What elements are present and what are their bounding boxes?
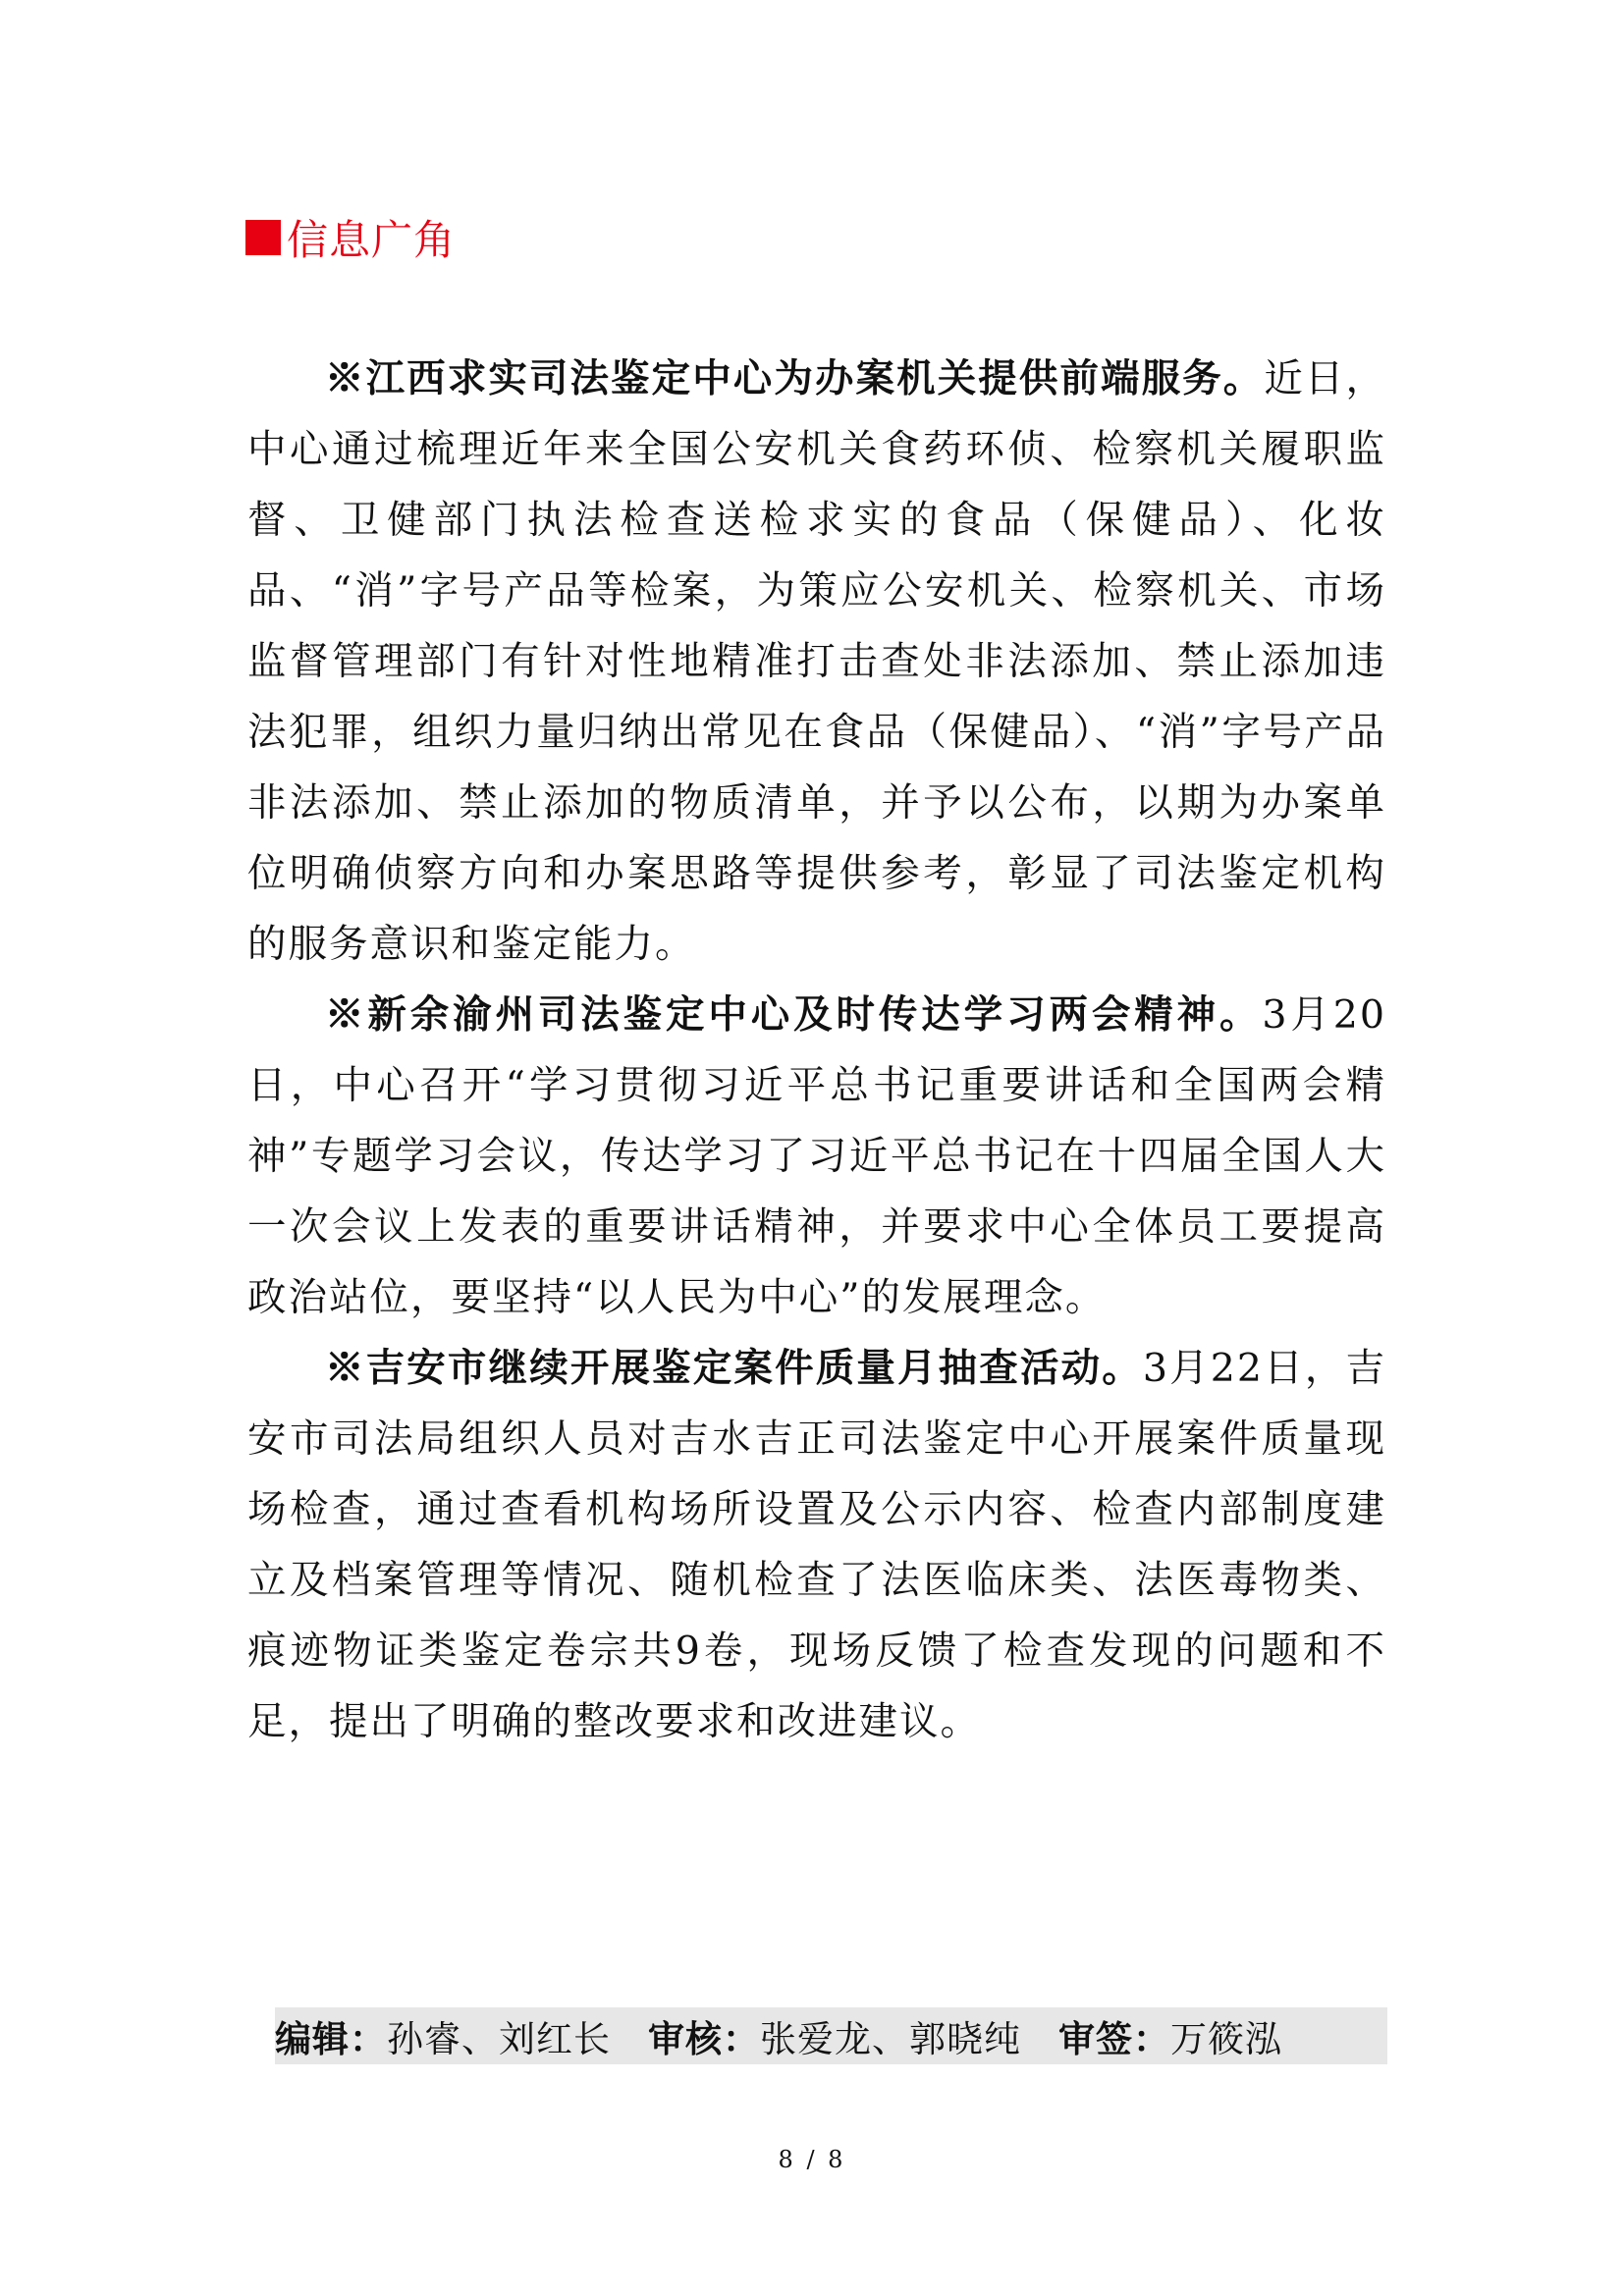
news-item-2-body: 3月20日，中心召开“学习贯彻习近平总书记重要讲话和全国两会精神”专题学习会议，传达学习了习近平总书记在十四届全国人大一次会议上发表的重要讲话精神，并要求中心全体员工要提高政治站位，要坚持“以人民为中心”的发展理念。 [247, 992, 1386, 1320]
editor-credit [275, 2009, 611, 2062]
news-item-1-headline: ※江西求实司法鉴定中心为办案机关提供前端服务。 [325, 356, 1265, 401]
approver-label: 审签： [1058, 2018, 1170, 2060]
approver-names: 万筱泓 [1170, 2018, 1282, 2060]
news-item-2 [247, 980, 1386, 1333]
news-item-2-headline: ※新余渝州司法鉴定中心及时传达学习两会精神。 [325, 992, 1263, 1038]
red-square-icon [245, 220, 281, 255]
reviewer-credit [648, 2009, 1021, 2062]
news-item-3 [247, 1333, 1386, 1757]
section-heading [245, 208, 456, 267]
news-item-3-body: 3月22日，吉安市司法局组织人员对吉水吉正司法鉴定中心开展案件质量现场检查，通过查看机构场所设置及公示内容、检查内部制度建立及档案管理等情况、随机检查了法医临床类、法医毒物类、痕迹物证类鉴定卷宗共9卷，现场反馈了检查发现的问题和不足，提出了明确的整改要求和改进建议。 [247, 1346, 1386, 1744]
editor-label: 编辑： [275, 2018, 387, 2060]
editor-names: 孙睿、刘红长 [387, 2018, 611, 2060]
news-item-3-headline: ※吉安市继续开展鉴定案件质量月抽查活动。 [325, 1346, 1143, 1391]
approver-credit [1058, 2009, 1282, 2062]
page-number: 8 / 8 [778, 2146, 846, 2173]
news-item-1 [247, 344, 1386, 980]
news-item-1-body: 近日，中心通过梳理近年来全国公安机关食药环侦、检察机关履职监督、卫健部门执法检查送检求实的食品（保健品）、化妆品、“消”字号产品等检案，为策应公安机关、检察机关、市场监督管理部门有针对性地精准打击查处非法添加、禁止添加违法犯罪，组织力量归纳出常见在食品（保健品）、“消”字号产品非法添加、禁止添加的物质清单，并予以公布，以期为办案单位明确侦察方向和办案思路等提供参考，彰显了司法鉴定机构的服务意识和鉴定能力。 [247, 356, 1387, 967]
reviewer-label: 审核： [648, 2018, 760, 2060]
editorial-credits [275, 2007, 1387, 2064]
section-title-text: 信息广角 [287, 216, 457, 264]
reviewer-names: 张爱龙、郭晓纯 [760, 2018, 1021, 2060]
news-briefs [247, 344, 1386, 1757]
